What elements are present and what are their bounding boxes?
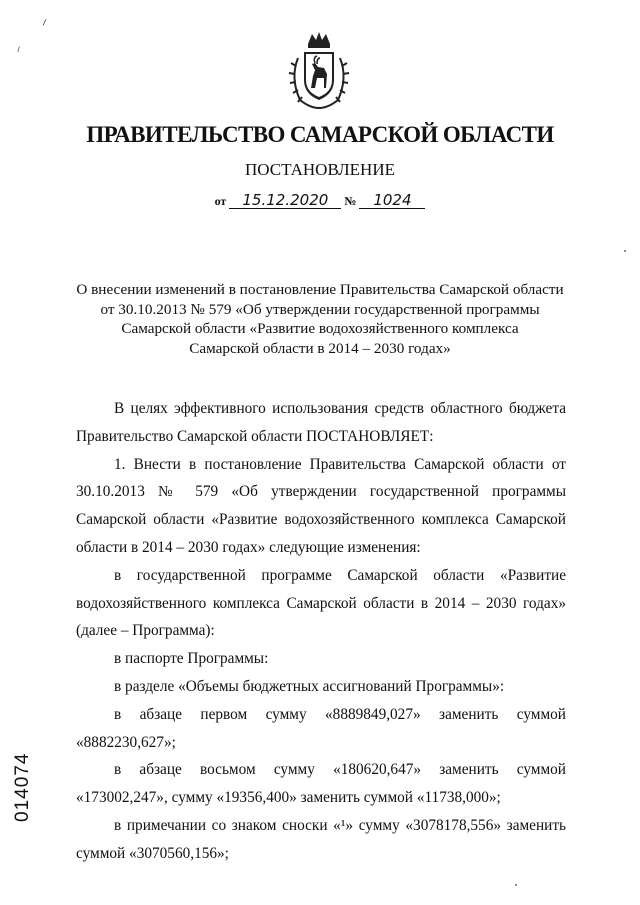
handwritten-number: 1024	[359, 192, 425, 209]
corner-mark-2: ⸝	[11, 39, 24, 55]
date-number-line	[0, 192, 640, 209]
subject-line: от 30.10.2013 № 579 «Об утверждении государственной программы	[100, 300, 540, 318]
body-paragraph: в паспорте Программы:	[114, 650, 269, 668]
body-paragraph: в абзаце первом сумму «8889849,027» заменить суммой «8882230,627»;	[76, 705, 566, 751]
scan-speck	[515, 884, 517, 886]
number-sign: №	[344, 194, 357, 208]
document-subject	[70, 280, 570, 358]
body-paragraph: В целях эффективного использования средств областного бюджета Правительство Самарской области ПОСТАНОВЛЯЕТ:	[76, 400, 566, 445]
handwritten-date: 15.12.2020	[229, 192, 341, 209]
government-title: ПРАВИТЕЛЬСТВО САМАРСКОЙ ОБЛАСТИ	[86, 122, 554, 147]
body-paragraph: в примечании со знаком сноски «¹» сумму «3078178,556» заменить суммой «3070560,156»;	[76, 816, 566, 862]
body-paragraph: в абзаце восьмом сумму «180620,647» заменить суммой «173002,247», сумму «19356,400» заменить суммой «11738,000»;	[76, 761, 566, 807]
date-prefix: от	[214, 194, 227, 208]
serial-number: 014074	[12, 752, 33, 822]
body-paragraph: в государственной программе Самарской области «Развитие водохозяйственного комплекса Самарской области в 2014 – 2030 годах» (далее – Программа):	[76, 566, 566, 640]
subject-line: Самарской области в 2014 – 2030 годах»	[189, 339, 451, 357]
scan-speck	[624, 250, 626, 252]
document-type: ПОСТАНОВЛЕНИЕ	[244, 160, 395, 179]
corner-mark: ⸝	[37, 12, 50, 29]
document-body	[76, 395, 566, 868]
subject-line: О внесении изменений в постановление Правительства Самарской области	[76, 281, 564, 298]
subject-line: Самарской области «Развитие водохозяйственного комплекса	[121, 320, 519, 337]
body-paragraph: 1. Внести в постановление Правительства Самарской области от 30.10.2013 № 579 «Об утверждении государственной программы Самарской области «Развитие водохозяйственного комплекса Самарской области в 2014 – 2030 годах» следующие изменения:	[76, 455, 566, 556]
coat-of-arms-emblem	[284, 30, 354, 112]
body-paragraph: в разделе «Объемы бюджетных ассигнований Программы»:	[114, 677, 505, 695]
